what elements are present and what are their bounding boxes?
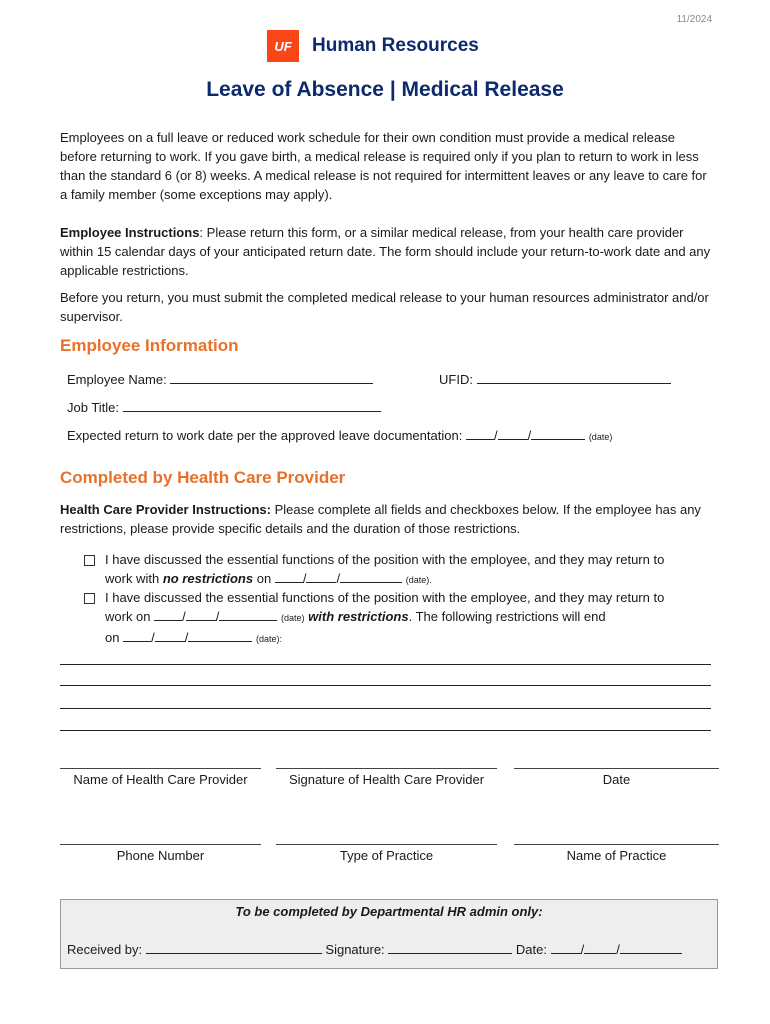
opt2-with-restrictions: with restrictions [308, 609, 409, 624]
provider-signature-line[interactable] [276, 768, 497, 769]
ufid-label: UFID: [439, 372, 473, 387]
provider-instructions [60, 500, 712, 538]
return-date-field[interactable]: Expected return to work date per the approved leave documentation: / / (date) [67, 428, 613, 443]
provider-name-label: Name of Health Care Provider [73, 772, 248, 787]
admin-year-input[interactable] [620, 940, 682, 954]
page-title: Leave of Absence | Medical Release [206, 78, 564, 101]
restrictions-line-1[interactable] [60, 664, 711, 665]
provider-signature-label: Signature of Health Care Provider [288, 772, 485, 787]
admin-day-input[interactable] [584, 940, 616, 954]
option-with-restrictions: I have discussed the essential functions of the position with the employee, and they may return to work on / / (date) with restrictions. The following restrictions will end on / / (date): [84, 588, 714, 649]
employee-name-field[interactable] [67, 370, 373, 387]
practice-name-label: Name of Practice [566, 848, 667, 863]
admin-month-input[interactable] [551, 940, 581, 954]
org-name: Human Resources [312, 35, 479, 56]
opt2-date-hint: (date) [281, 613, 305, 623]
revision-date: 11/2024 [676, 14, 712, 25]
intro-paragraph: Employees on a full leave or reduced work schedule for their own condition must provide a medical release before returning to work. If you gave birth, a medical release is required only if you plan to return to work in less than the standard 6 (or 8) weeks. A medical release is not required for intermittent leaves or any leave to care for a family member (some exceptions may apply). [60, 130, 707, 202]
admin-date-label: Date: [515, 942, 547, 957]
job-title-field[interactable] [67, 398, 381, 415]
opt2-work-on: work on [105, 609, 151, 624]
job-title-label: Job Title: [67, 400, 120, 415]
restrictions-line-3[interactable] [60, 708, 711, 709]
date-label: Date [602, 772, 631, 787]
practice-type-label: Type of Practice [339, 848, 434, 863]
header-logo [267, 30, 479, 62]
opt2-year-input[interactable] [219, 607, 277, 621]
opt1-line1: I have discussed the essential functions of the position with the employee, and they may return to [105, 552, 665, 567]
admin-signature-input[interactable] [388, 940, 512, 954]
opt2-day-input[interactable] [186, 607, 216, 621]
option-no-restrictions: I have discussed the essential functions of the position with the employee, and they may return to work with no restrictions on / / (date). [84, 550, 714, 590]
return-year-input[interactable] [531, 426, 585, 440]
opt1-date-hint: (date). [405, 575, 432, 585]
opt1-year-input[interactable] [340, 569, 402, 583]
received-by-label: Received by: [67, 942, 143, 957]
employee-name-label: Employee Name: [67, 372, 167, 387]
uf-logo: UF [267, 30, 299, 62]
employee-instructions-label: Employee Instructions [60, 225, 200, 240]
employee-name-input[interactable] [170, 370, 373, 384]
opt2-end-text: . The following restrictions will end [408, 609, 606, 624]
opt2-end-date-hint: (date): [255, 634, 282, 644]
job-title-input[interactable] [123, 398, 381, 412]
opt1-no-restrictions: no restrictions [162, 571, 254, 586]
no-restrictions-checkbox[interactable] [84, 555, 95, 566]
opt1-day-input[interactable] [306, 569, 336, 583]
practice-name-line[interactable] [514, 844, 719, 845]
restrictions-line-2[interactable] [60, 685, 711, 686]
return-day-input[interactable] [498, 426, 528, 440]
provider-instructions-label: Health Care Provider Instructions: [60, 502, 271, 517]
provider-heading: Completed by Health Care Provider [60, 468, 346, 487]
employee-instructions [60, 223, 712, 280]
admin-signature-label: Signature: [325, 942, 385, 957]
ufid-input[interactable] [477, 370, 671, 384]
hr-admin-box [60, 899, 718, 969]
phone-label: Phone Number [116, 848, 205, 863]
return-month-input[interactable] [466, 426, 494, 440]
phone-line[interactable] [60, 844, 261, 845]
provider-instructions-text: Please complete all fields and checkboxes below. If the employee has any restrictions, please provide specific details and the duration of those restrictions. [60, 502, 701, 536]
opt1-on: on [256, 571, 272, 586]
restrictions-line-4[interactable] [60, 730, 711, 731]
provider-name-line[interactable] [60, 768, 261, 769]
hr-admin-title: To be completed by Departmental HR admin only: [235, 904, 543, 919]
ufid-field[interactable] [439, 370, 671, 387]
return-date-hint: (date) [588, 432, 613, 442]
opt2-end-year-input[interactable] [188, 628, 252, 642]
practice-type-line[interactable] [276, 844, 497, 845]
opt1-month-input[interactable] [275, 569, 303, 583]
date-line[interactable] [514, 768, 719, 769]
before-return-paragraph: Before you return, you must submit the completed medical release to your human resources administrator and/or supervisor. [60, 290, 709, 324]
opt2-line1: I have discussed the essential functions of the position with the employee, and they may return to [105, 590, 665, 605]
opt2-on: on [105, 630, 120, 645]
hr-admin-fields: Received by: Signature: Date: / / [67, 940, 682, 957]
employee-instructions-text: : Please return this form, or a similar medical release, from your health care provider within 15 calendar days of your anticipated return date. The form should include your return-to-work date and any applicable restrictions. [60, 225, 711, 278]
opt2-end-day-input[interactable] [155, 628, 185, 642]
with-restrictions-checkbox[interactable] [84, 593, 95, 604]
return-date-label: Expected return to work date per the approved leave documentation: [67, 428, 463, 443]
opt1-work-with: work with [105, 571, 160, 586]
opt2-end-month-input[interactable] [123, 628, 151, 642]
employee-info-heading: Employee Information [60, 336, 239, 355]
opt2-month-input[interactable] [154, 607, 182, 621]
received-by-input[interactable] [146, 940, 322, 954]
